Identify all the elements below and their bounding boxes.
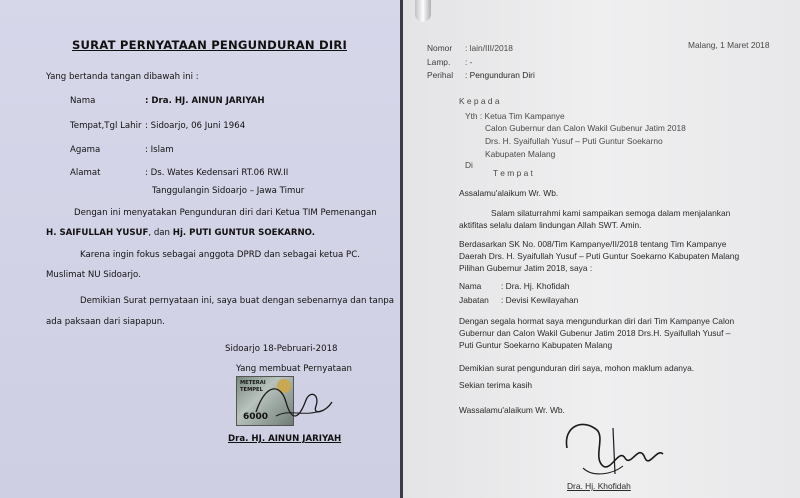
para1-line2-right: aktifitas selalu dalam lindungan Allah SWT. Amin. — [459, 220, 642, 230]
para1-line1: Dengan ini menyatakan Pengunduran diri dari Ketua TIM Pemenangan — [74, 208, 377, 218]
para2-line2-right: Daerah Drs. H. Syaifullah Yusuf – Puti Guntur Soekarno Kabupaten Malang — [459, 251, 740, 261]
right-document — [403, 0, 800, 498]
left-doc-title: SURAT PERNYATAAN PENGUNDURAN DIRI — [72, 38, 348, 52]
lamp-label: Lamp. — [427, 57, 451, 67]
recipient-line2: Drs. H. Syaifullah Yusuf – Puti Guntur Soekarno — [485, 136, 663, 146]
para2-line2: Muslimat NU Sidoarjo. — [46, 270, 141, 280]
jabatan-value: : Devisi Kewilayahan — [501, 295, 579, 305]
right-signer-name: Dra. Hj. Khofidah — [567, 481, 631, 491]
salam-opening: Assalamu'alaikum Wr. Wb. — [459, 188, 559, 198]
stamp-line1: METERAI — [240, 380, 266, 386]
para3-line1-right: Dengan segala hormat saya mengundurkan diri dari Tim Kampanye Calon — [459, 316, 735, 326]
para3-line1: Demikian Surat pernyataan ini, saya buat dengan sebenarnya dan tanpa — [80, 296, 394, 306]
para2-line1: Karena ingin fokus sebagai anggota DPRD dan sebagai ketua PC. — [80, 250, 360, 260]
paper-clip-icon — [415, 0, 431, 22]
field-label-ttl: Tempat,Tgl Lahir — [70, 121, 142, 131]
tempat: T e m p a t — [493, 168, 533, 178]
perihal-label: Perihal — [427, 70, 454, 80]
para5-right: Sekian terima kasih — [459, 380, 533, 390]
field-value-ttl: : Sidoarjo, 06 Juni 1964 — [145, 121, 246, 131]
para2-line3-right: Pilihan Gubernur Jatim 2018, saya : — [459, 263, 593, 273]
stamp-value: 6000 — [243, 412, 269, 422]
recipient-line3: Kabupaten Malang — [485, 149, 556, 159]
field-value-nama: : Dra. HJ. AINUN JARIYAH — [145, 96, 265, 106]
nomor-label: Nomor — [427, 43, 453, 53]
right-signature-icon — [553, 408, 673, 488]
para3-line2: ada paksaan dari siapapun. — [46, 317, 165, 327]
field-value-alamat: : Ds. Wates Kedensari RT.06 RW.II — [145, 168, 289, 178]
signer-caption: Yang membuat Pernyataan — [236, 364, 352, 374]
field-value-agama: : Islam — [145, 145, 174, 155]
field-label-agama: Agama — [70, 145, 101, 155]
nomor-value: : lain/III/2018 — [465, 43, 513, 53]
place-date: Sidoarjo 18-Pebruari-2018 — [225, 344, 338, 354]
letter-date: Malang, 1 Maret 2018 — [688, 40, 770, 50]
nama-label: Nama — [459, 281, 482, 291]
field-value-alamat-line2: Tanggulangin Sidoarjo – Jawa Timur — [152, 186, 305, 196]
field-label-nama: Nama — [70, 96, 96, 106]
lamp-value: : - — [465, 57, 473, 67]
para4-right: Demikian surat pengunduran diri saya, mohon maklum adanya. — [459, 363, 695, 373]
field-label-alamat: Alamat — [70, 168, 101, 178]
recipient-line1: Calon Gubernur dan Calon Wakil Gubenur Jatim 2018 — [485, 123, 686, 133]
stamp-line2: TEMPEL — [240, 387, 263, 393]
candidate-2: Hj. PUTI GUNTUR SOEKARNO. — [172, 228, 316, 238]
para2-line1-right: Berdasarkan SK No. 008/Tim Kampanye/II/2018 tentang Tim Kampanye — [459, 239, 727, 249]
candidate-1: H. SAIFULLAH YUSUF — [46, 228, 149, 238]
nama-value: : Dra. Hj. Khofidah — [501, 281, 570, 291]
kepada: K e p a d a — [459, 96, 500, 106]
para1-line2 — [46, 228, 315, 238]
para3-line2-right: Gubernur dan Calon Wakil Gubenur Jatim 2018 Drs.H. Syaifullah Yusuf – — [459, 328, 731, 338]
left-signer-name: Dra. HJ. AINUN JARIYAH — [228, 434, 342, 444]
para1-connector: , dan — [148, 228, 173, 238]
jabatan-label: Jabatan — [459, 295, 489, 305]
left-signature-icon — [236, 372, 336, 432]
para3-line3-right: Puti Guntur Soekarno Kabupaten Malang — [459, 340, 613, 350]
perihal-value: : Pengunduran Diri — [465, 70, 535, 80]
salam-closing: Wassalamu'alaikum Wr. Wb. — [459, 405, 565, 415]
di-label: Di — [465, 160, 473, 170]
recipient-yth: Yth : Ketua Tim Kampanye — [465, 111, 565, 121]
left-intro: Yang bertanda tangan dibawah ini : — [46, 72, 199, 82]
para1-line1-right: Salam silaturrahmi kami sampaikan semoga dalam menjalankan — [491, 208, 731, 218]
